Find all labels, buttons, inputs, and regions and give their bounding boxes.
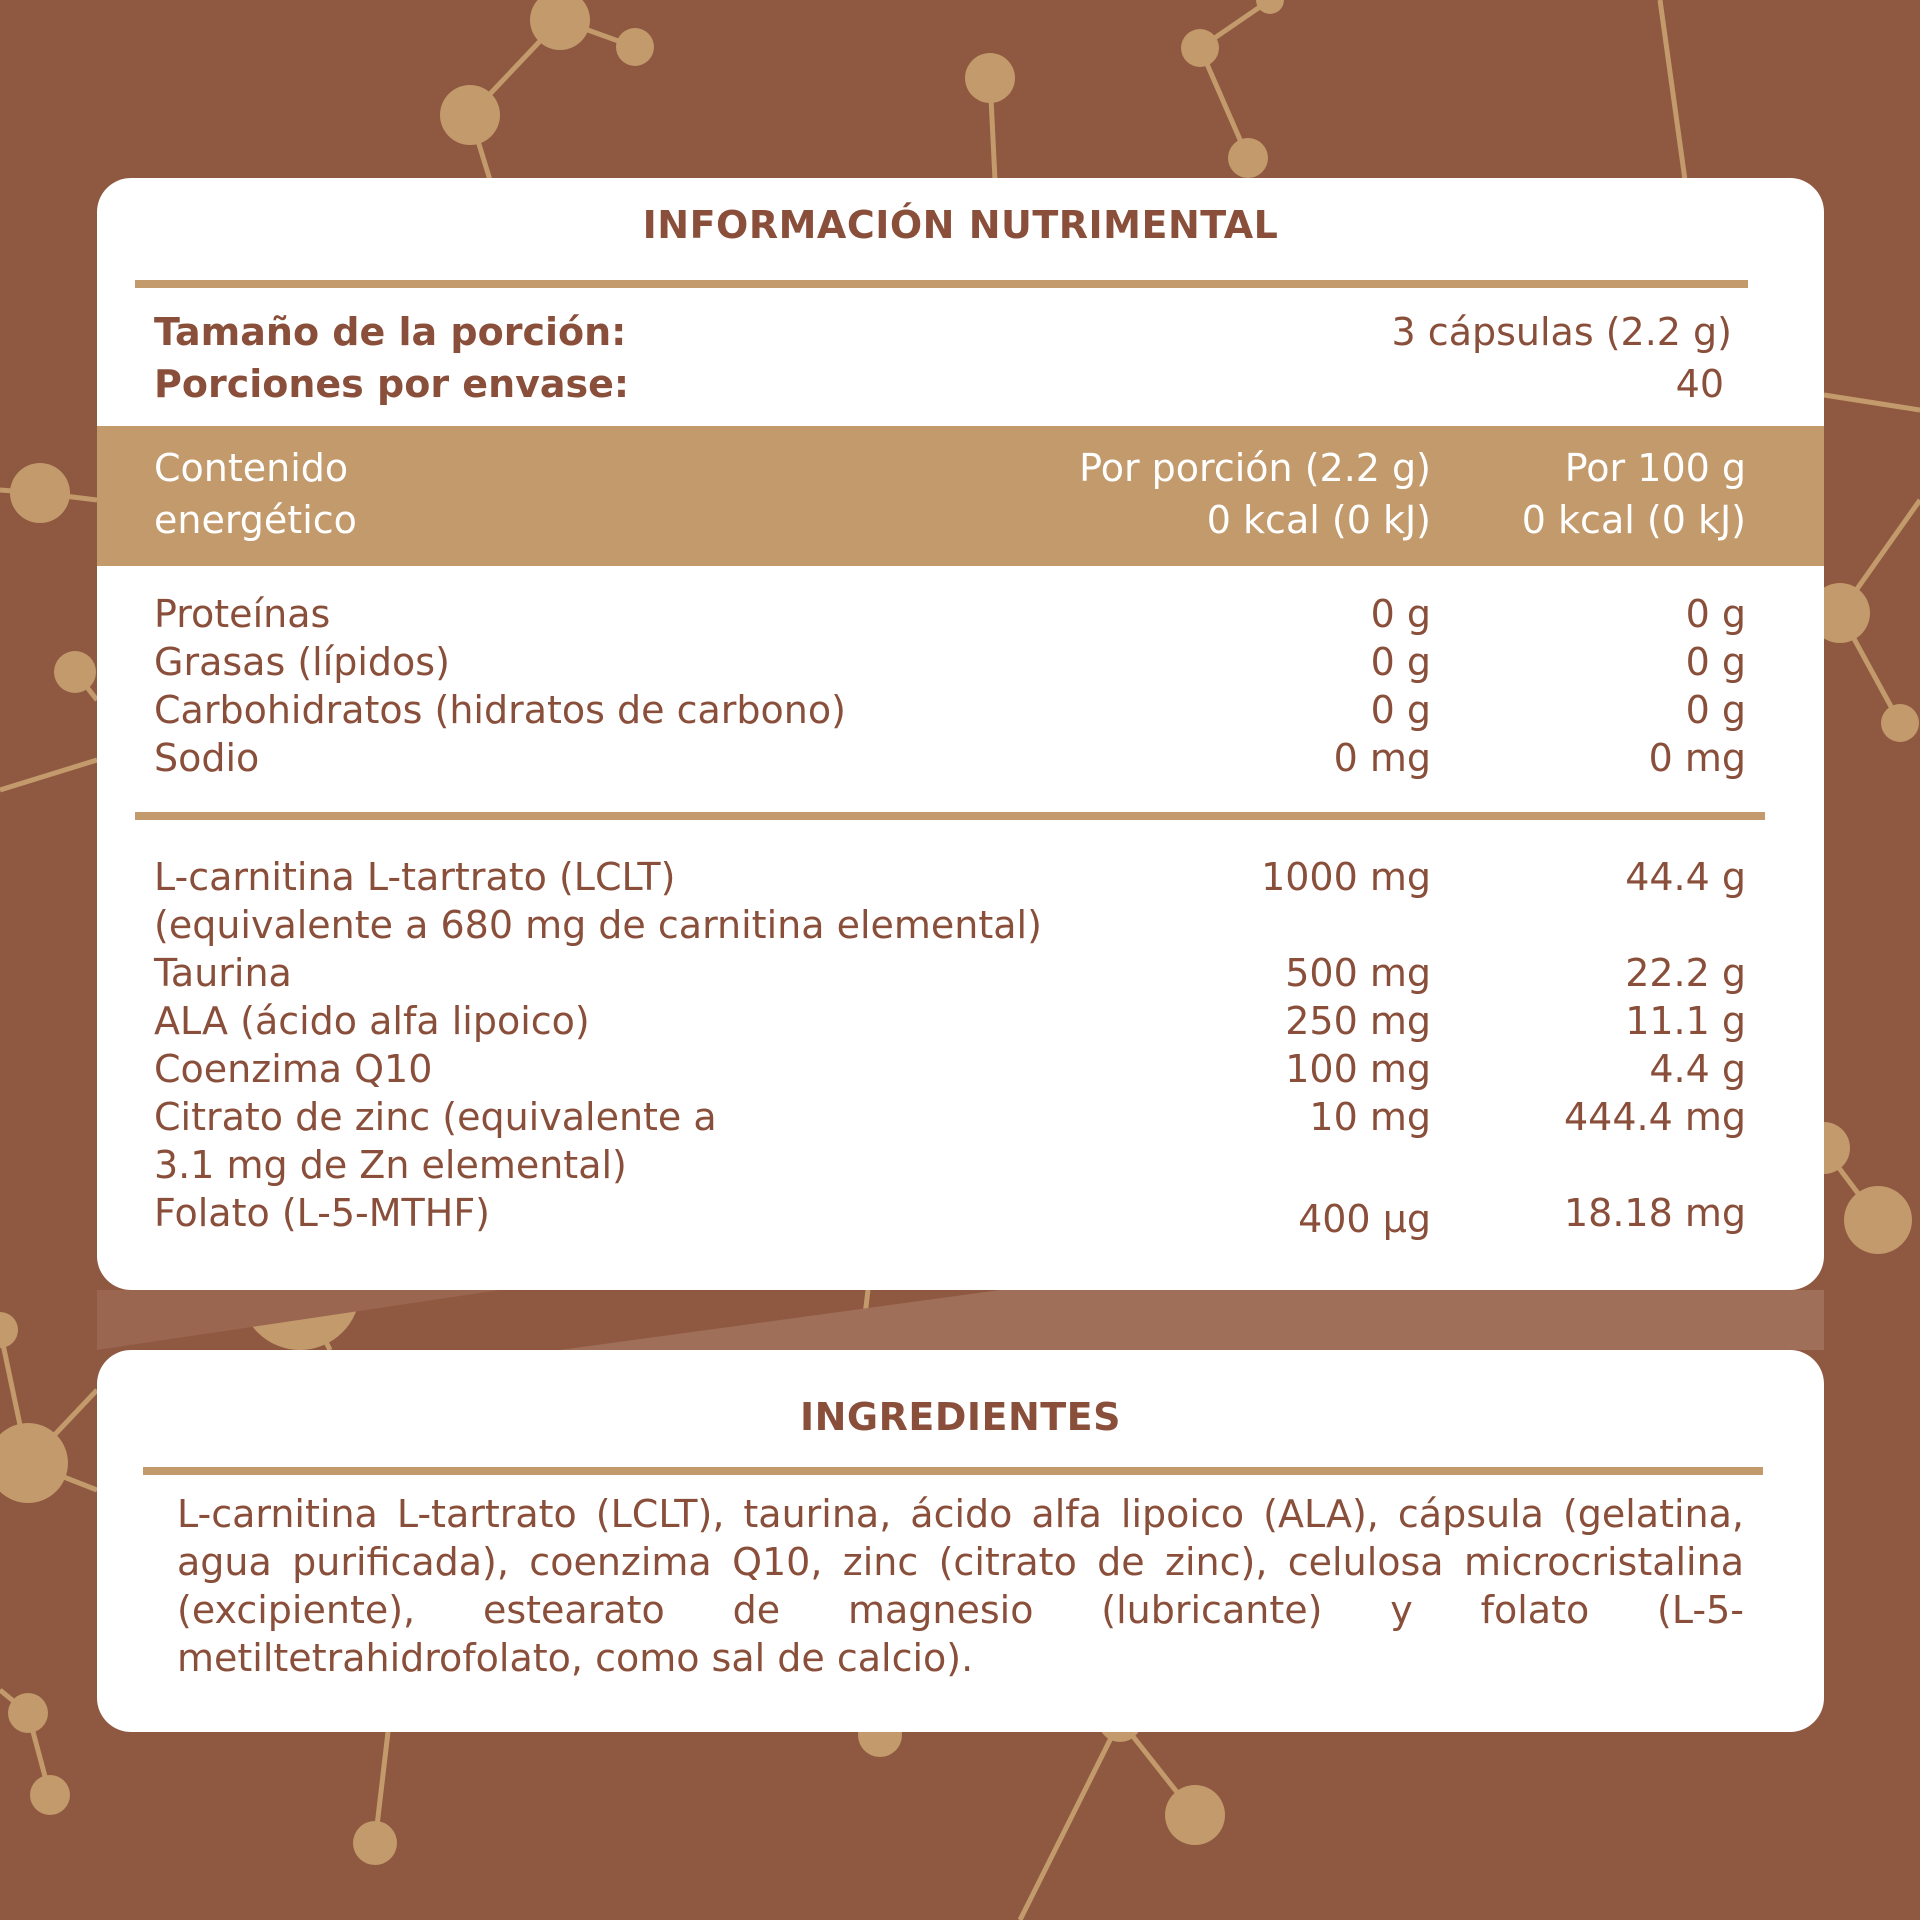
active-per-100g: 4.4 g <box>1649 1047 1746 1091</box>
active-name: Coenzima Q10 <box>154 1047 433 1091</box>
active-per-serving: 10 mg <box>1309 1095 1431 1139</box>
table-row <box>97 1045 1824 1093</box>
active-per-100g: 22.2 g <box>1625 951 1746 995</box>
active-name: Citrato de zinc (equivalente a <box>154 1095 717 1139</box>
ingredients-text: L-carnitina L-tartrato (LCLT), taurina, ácido alfa lipoico (ALA), cápsula (gelatina, agua purificada), coenzima Q10, zinc (citrato de zinc), celulosa microcristalina (excipiente), estearato de magnesio (lubricante) y folato (L-5-metiltetrahidrofolato, como sal de calcio). <box>177 1492 1744 1680</box>
serving-size-value: 3 cápsulas (2.2 g) <box>1391 310 1732 354</box>
active-name: Folato (L-5-MTHF) <box>154 1191 491 1235</box>
table-row-note <box>97 901 1824 949</box>
energy-per-100g: 0 kcal (0 kJ) <box>1521 498 1746 542</box>
nutrition-title: INFORMACIÓN NUTRIMENTAL <box>642 203 1279 247</box>
energy-header-row <box>97 444 1824 492</box>
active-per-serving: 500 mg <box>1285 951 1431 995</box>
table-row <box>97 590 1824 638</box>
table-row <box>97 997 1824 1045</box>
per-100g-header: Por 100 g <box>1564 446 1746 490</box>
per-serving-header: Por porción (2.2 g) <box>1079 446 1431 490</box>
table-row <box>97 686 1824 734</box>
table-row <box>97 1189 1824 1241</box>
nutrient-per-100g: 0 g <box>1685 640 1746 684</box>
nutrient-per-100g: 0 g <box>1685 688 1746 732</box>
ingredients-title: INGREDIENTES <box>799 1395 1122 1439</box>
ingredients-panel <box>97 1350 1824 1732</box>
nutrient-per-100g: 0 mg <box>1648 736 1746 780</box>
active-per-serving: 400 µg <box>1298 1197 1431 1241</box>
macros-divider <box>135 812 1765 820</box>
table-row-note <box>97 1141 1824 1189</box>
nutrient-name: Proteínas <box>154 592 331 636</box>
active-note: 3.1 mg de Zn elemental) <box>154 1143 627 1187</box>
nutrient-per-serving: 0 mg <box>1333 736 1431 780</box>
nutrient-per-100g: 0 g <box>1685 592 1746 636</box>
ingredients-divider <box>143 1467 1763 1475</box>
servings-label: Porciones por envase: <box>154 362 630 406</box>
serving-size-label: Tamaño de la porción: <box>154 310 627 354</box>
nutrient-name: Carbohidratos (hidratos de carbono) <box>154 688 846 732</box>
table-row <box>97 949 1824 997</box>
nutrient-name: Sodio <box>154 736 260 780</box>
active-per-serving: 100 mg <box>1285 1047 1431 1091</box>
energy-value-row <box>97 496 1824 544</box>
active-name: L-carnitina L-tartrato (LCLT) <box>154 855 676 899</box>
nutrient-per-serving: 0 g <box>1370 688 1431 732</box>
title-divider <box>135 280 1748 288</box>
energy-per-serving: 0 kcal (0 kJ) <box>1206 498 1431 542</box>
table-row <box>97 638 1824 686</box>
table-row <box>97 853 1824 901</box>
nutrient-name: Grasas (lípidos) <box>154 640 450 684</box>
active-note: (equivalente a 680 mg de carnitina elemental) <box>154 903 1042 947</box>
active-per-100g: 18.18 mg <box>1563 1191 1746 1235</box>
active-name: ALA (ácido alfa lipoico) <box>154 999 590 1043</box>
table-row <box>97 734 1824 782</box>
active-name: Taurina <box>154 951 292 995</box>
active-per-serving: 250 mg <box>1285 999 1431 1043</box>
active-per-100g: 11.1 g <box>1625 999 1746 1043</box>
table-row <box>97 1093 1824 1141</box>
energy-label-line1: Contenido <box>154 446 349 490</box>
energy-label-line2: energético <box>154 498 357 542</box>
band-shade-right <box>560 1290 1824 1350</box>
serving-size-row <box>97 308 1824 356</box>
active-per-100g: 44.4 g <box>1625 855 1746 899</box>
nutrient-per-serving: 0 g <box>1370 640 1431 684</box>
active-per-serving: 1000 mg <box>1261 855 1431 899</box>
servings-value: 40 <box>1675 362 1724 406</box>
nutrient-per-serving: 0 g <box>1370 592 1431 636</box>
active-per-100g: 444.4 mg <box>1563 1095 1746 1139</box>
servings-row <box>97 360 1824 408</box>
energy-band <box>97 426 1824 566</box>
nutrition-facts-panel <box>97 178 1824 1290</box>
